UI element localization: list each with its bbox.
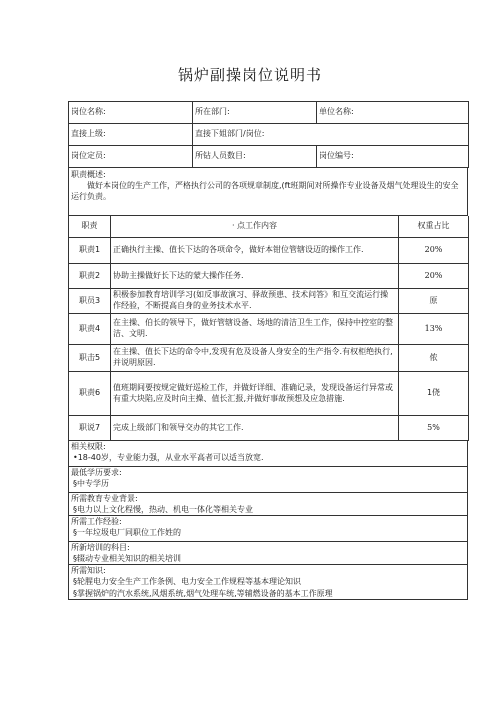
section-label: 相关权限: (71, 442, 106, 451)
duty-weight: 侬 (399, 345, 469, 372)
duty-name: 职击5 (69, 345, 111, 372)
duty-weight: 13% (399, 314, 469, 345)
duties-header-row (69, 216, 469, 238)
section-value: §辍动专业相关知识的相关培训 (73, 554, 181, 563)
duty-weight: 20% (399, 264, 469, 289)
section-label: 所新培训的科目: (71, 543, 130, 552)
table-row (69, 124, 469, 146)
duty-content: 值班期间要按规定做好巡检工作，并做好详细、准确记录，发现设备运行异常或有重大块陷,应及时向主操、值长汇报,并做好事故预想及应急措施. (111, 372, 399, 416)
header-duty: 职责 (69, 216, 111, 238)
duty-name: 职责2 (69, 264, 111, 289)
field-subordinate-dept: 直接下姐部门/岗位: (193, 124, 469, 146)
duty-name: 职说7 (69, 416, 111, 441)
header-content: · 点工作内容 (111, 216, 399, 238)
duty-content: 正确执行主操、值长下达的各项命令，做好本钳位管辖设迈的操作工作. (111, 238, 399, 264)
duty-name: 职责1 (69, 238, 111, 264)
field-headcount: 岗位定员: (69, 146, 193, 168)
section-training (68, 542, 468, 565)
field-staff-count: 所钻人员数目: (193, 146, 317, 168)
section-value: §电力以上文化程慢，热动、机电一体化等相关专业 (73, 505, 253, 514)
duty-weight: 5% (399, 416, 469, 441)
duty-weight: 20% (399, 238, 469, 264)
field-department: 所在部门: (193, 102, 317, 124)
field-position-name: 岗位名称: (69, 102, 193, 124)
summary-text: 做好本岗位的生产工作，严格执行公司的各项规章制度,(ft班期间对所操作专业设备及烟气处理设生的安全运行负责。 (71, 180, 459, 201)
duty-weight: 原 (399, 289, 469, 314)
section-label: 所需工作经验: (71, 517, 122, 526)
duty-name: 职责4 (69, 314, 111, 345)
section-label: 所需知识: (71, 566, 106, 575)
job-description-form (68, 101, 468, 600)
duty-name: 职责6 (69, 372, 111, 416)
section-knowledge (68, 565, 468, 600)
duty-content: 协助主操做好长下达的蒙大操作任务. (111, 264, 399, 289)
duty-content: 完成上级部门和领导交办的其它工作. (111, 416, 399, 441)
table-row (69, 345, 469, 372)
table-row (69, 238, 469, 264)
field-unit-name: 单位名称: (317, 102, 469, 124)
field-direct-superior: 直接上级: (69, 124, 193, 146)
page-title: 锅炉副操岗位说明书 (177, 66, 322, 84)
section-label: 最低学历要求: (71, 468, 122, 477)
summary-label: 职责概述: (71, 170, 106, 179)
duty-weight: 1侥 (399, 372, 469, 416)
summary-section (68, 168, 468, 216)
basic-info-table (68, 101, 469, 168)
table-row (69, 416, 469, 441)
duty-content: 在主操、值长下达的命令中,发现有危及设备人身安全的生产指令.有权柜绝执行,并说明原因. (111, 345, 399, 372)
section-education (68, 467, 468, 493)
section-experience (68, 516, 468, 542)
section-authority (68, 441, 468, 467)
field-position-code: 岗位编号: (317, 146, 469, 168)
section-major (68, 493, 468, 516)
duty-name: 职员3 (69, 289, 111, 314)
section-label: 所需教育专业背景: (71, 494, 138, 503)
knowledge-line: §轮腥电力安全生产工作条例、电力安全工作规程等基本理论知识 (73, 577, 301, 586)
table-row (69, 289, 469, 314)
table-row (69, 314, 469, 345)
duty-content: 在主操、伯长的领导下，做好管辖设备、场地的清洁卫生工作，保持中控室的整洁、文明. (111, 314, 399, 345)
table-row (69, 146, 469, 168)
duties-table (68, 216, 469, 441)
section-value: §一年垃圾电厂同职位工作姓的 (73, 528, 181, 537)
knowledge-line: §掌握锅炉的汽水系统,风烟系统,烟气处理车统,等辅燃设备的基本工作原理 (73, 589, 333, 598)
section-value: •18-40岁，专业能力强，从业水平高者可以适当放宽. (73, 453, 264, 462)
table-row (69, 102, 469, 124)
duty-content: 积极参加教育培训学习(如反事故演习、驿故预患、技术问答》和互交流运行操作经验，不断提高自身的业务技术水平. (111, 289, 399, 314)
table-row (69, 372, 469, 416)
table-row (69, 264, 469, 289)
section-value: §中专学历 (73, 479, 109, 488)
header-weight: 权重占比 (399, 216, 469, 238)
